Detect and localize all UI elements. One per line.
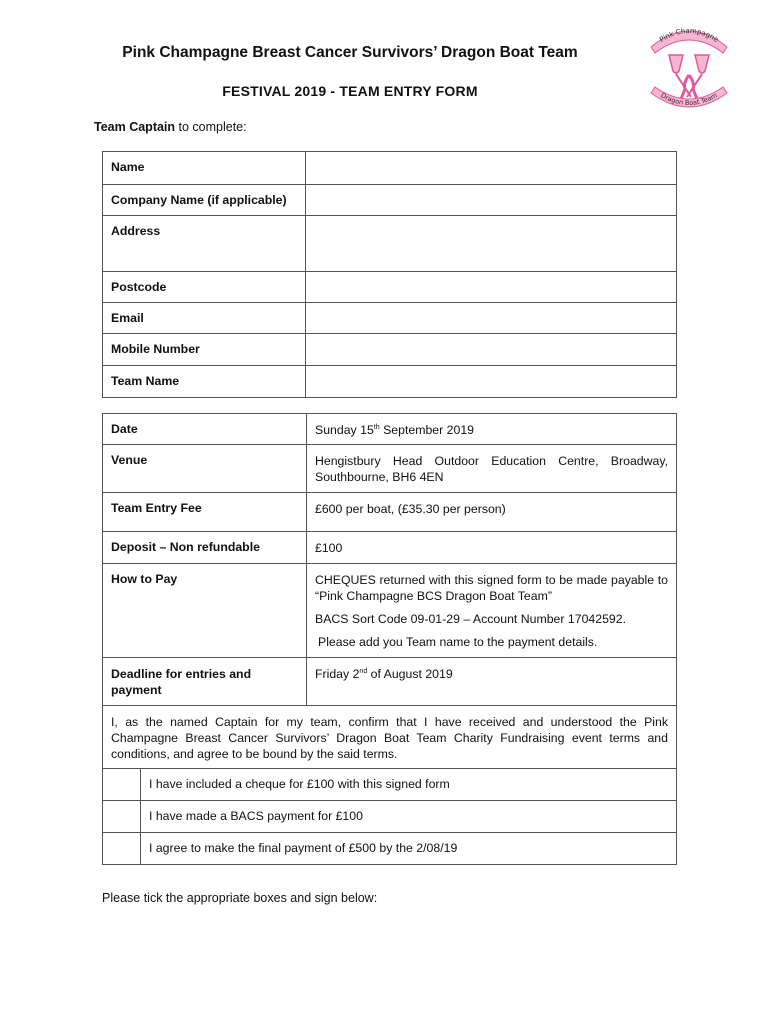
deadline-label: Deadline for entries and payment (103, 658, 307, 706)
fee-label: Team Entry Fee (103, 493, 307, 532)
pay-cheques-text: CHEQUES returned with this signed form to be made payable to “Pink Champagne BCS Dragon Boat Team” (315, 573, 668, 603)
pay-note-text: Please add you Team name to the payment details. (318, 635, 598, 649)
form-subtitle: FESTIVAL 2019 - TEAM ENTRY FORM (222, 83, 478, 99)
pay-bacs-text: BACS Sort Code 09-01-29 – Account Number 17042592. (315, 612, 627, 626)
bacs-option-label: I have made a BACS payment for £100 (141, 801, 677, 833)
how-to-pay-value (307, 564, 677, 658)
team-name-label: Team Name (103, 366, 306, 398)
bacs-tick-box[interactable] (103, 801, 141, 833)
table-row (103, 366, 677, 398)
logo-bottom-text: Dragon Boat Team (659, 91, 719, 108)
intro-bold: Team Captain (94, 120, 176, 134)
team-name-field[interactable] (306, 366, 677, 398)
company-name-label: Company Name (if applicable) (103, 185, 306, 216)
table-row (103, 272, 677, 303)
intro-rest: to complete: (175, 120, 247, 134)
email-label: Email (103, 303, 306, 334)
table-row (103, 532, 677, 564)
final-payment-tick-box[interactable] (103, 833, 141, 865)
deposit-label: Deposit – Non refundable (103, 532, 307, 564)
fee-value: £600 per boat, (£35.30 per person) (307, 493, 677, 532)
how-to-pay-label: How to Pay (103, 564, 307, 658)
venue-value: Hengistbury Head Outdoor Education Centre, Broadway, Southbourne, BH6 4EN (307, 445, 677, 493)
option-row (103, 769, 676, 801)
team-logo (645, 17, 733, 115)
name-label: Name (103, 152, 306, 185)
table-row (103, 706, 677, 769)
option-row (103, 833, 676, 865)
deadline-value: Friday 2nd of August 2019 (307, 658, 677, 706)
logo-top-text: Pink Champagne (658, 26, 720, 44)
event-details-table (102, 413, 677, 865)
option-row (103, 801, 676, 833)
postcode-label: Postcode (103, 272, 306, 303)
email-field[interactable] (306, 303, 677, 334)
footer-instruction: Please tick the appropriate boxes and sign below: (102, 891, 378, 905)
table-row (103, 564, 677, 658)
postcode-field[interactable] (306, 272, 677, 303)
captain-details-table (102, 151, 677, 398)
address-field[interactable] (306, 216, 677, 272)
mobile-number-label: Mobile Number (103, 334, 306, 366)
table-row (103, 414, 677, 445)
name-field[interactable] (306, 152, 677, 185)
address-label: Address (103, 216, 306, 272)
mobile-number-field[interactable] (306, 334, 677, 366)
date-value: Sunday 15th September 2019 (307, 414, 677, 445)
table-row (103, 185, 677, 216)
table-row (103, 334, 677, 366)
table-row (103, 216, 677, 272)
table-row (103, 493, 677, 532)
deposit-value: £100 (307, 532, 677, 564)
final-payment-option-label: I agree to make the final payment of £500 by the 2/08/19 (149, 841, 458, 855)
cheque-tick-box[interactable] (103, 769, 141, 801)
table-row (103, 152, 677, 185)
company-name-field[interactable] (306, 185, 677, 216)
table-row (103, 658, 677, 706)
table-row (103, 445, 677, 493)
date-label: Date (103, 414, 307, 445)
table-row (103, 303, 677, 334)
form-title: Pink Champagne Breast Cancer Survivors’ Dragon Boat Team (122, 44, 578, 61)
intro-text (94, 120, 247, 134)
cheque-option-label: I have included a cheque for £100 with this signed form (141, 769, 677, 801)
table-row (103, 769, 677, 865)
declaration-text: I, as the named Captain for my team, confirm that I have received and understood the Pink Champagne Breast Cancer Survivors’ Dragon Boat Team Charity Fundraising event terms and conditions, and agree to be bound by the said terms. (103, 706, 677, 769)
venue-label: Venue (103, 445, 307, 493)
